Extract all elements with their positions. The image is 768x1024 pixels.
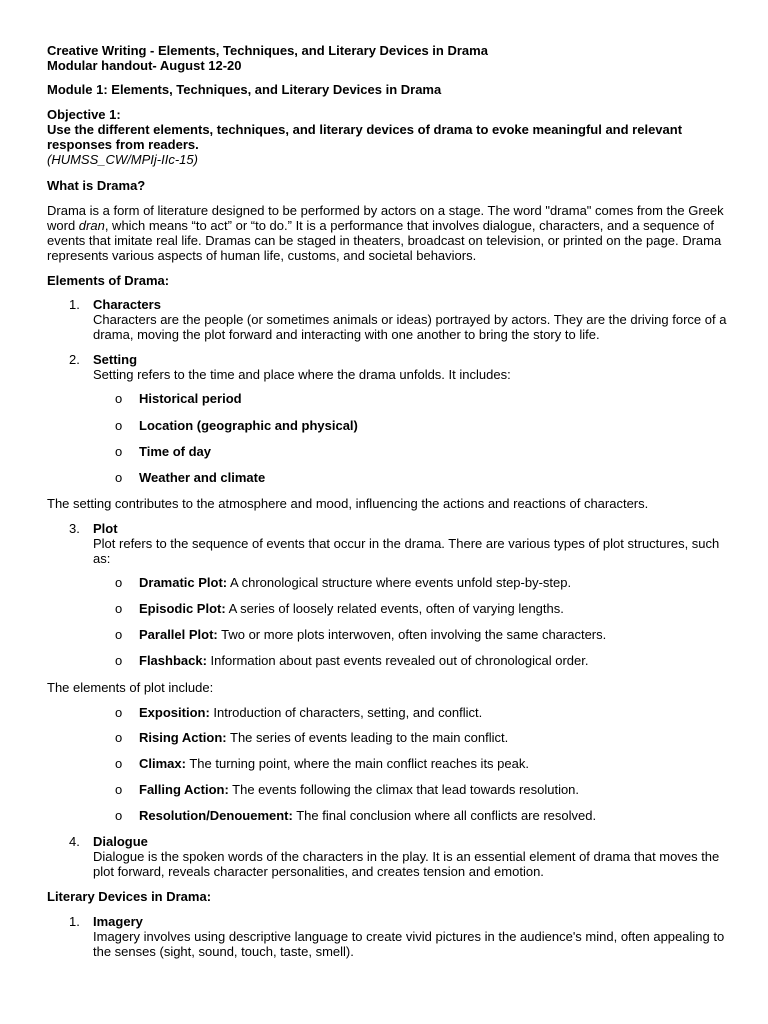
term: Rising Action:	[139, 730, 227, 745]
element-description: Setting refers to the time and place where the drama unfolds. It includes:	[93, 367, 511, 382]
title-line-2: Modular handout- August 12-20	[47, 58, 242, 73]
bullet-icon: o	[115, 418, 123, 433]
list-number: 3.	[69, 521, 80, 536]
heading-what-is-drama: What is Drama?	[47, 178, 146, 193]
setting-item: Weather and climate	[139, 470, 266, 485]
term: Climax:	[139, 756, 186, 771]
document-title	[47, 43, 727, 73]
drama-def-part-2: , which means “to act” or “to do.” It is a performance that involves dialogue, characters, and a sequence of events that imitate real life. Dramas can be staged in theaters, broadcast on television, or printed on the page. Drama represents various aspects of human life, customs, and societal behaviors.	[47, 218, 722, 263]
objective-block	[47, 107, 727, 167]
term: Dramatic Plot:	[139, 575, 228, 590]
objective-label: Objective 1:	[47, 107, 121, 122]
list-number: 4.	[69, 834, 80, 849]
drama-definition-paragraph	[47, 203, 727, 263]
device-imagery	[93, 914, 728, 959]
objective-code: (HUMSS_CW/MPIj-IIc-15)	[47, 152, 198, 167]
bullet-icon: o	[115, 730, 123, 745]
element-title: Dialogue	[93, 834, 148, 849]
plot-type-item	[139, 627, 729, 642]
bullet-icon: o	[115, 808, 123, 823]
title-line-1: Creative Writing - Elements, Techniques, and Literary Devices in Drama	[47, 43, 488, 58]
bullet-icon: o	[115, 756, 123, 771]
bullet-icon: o	[115, 575, 123, 590]
setting-item: Location (geographic and physical)	[139, 418, 358, 433]
term: Resolution/Denouement:	[139, 808, 293, 823]
plot-elements-intro: The elements of plot include:	[47, 680, 214, 695]
definition: Introduction of characters, setting, and conflict.	[209, 705, 483, 720]
bullet-icon: o	[115, 391, 123, 406]
setting-summary: The setting contributes to the atmosphere and mood, influencing the actions and reactions of characters.	[47, 496, 649, 511]
plot-element-item	[139, 756, 729, 771]
element-description: Dialogue is the spoken words of the characters in the play. It is an essential element of drama that moves the plot forward, reveals character personalities, and creates tension and emotion.	[93, 849, 720, 879]
element-setting	[93, 352, 728, 382]
objective-text: Use the different elements, techniques, and literary devices of drama to evoke meaningful and relevant responses from readers.	[47, 122, 683, 152]
drama-def-part-1: Drama is a form of literature designed to be performed by actors on a stage. The word "drama" comes from the Greek word	[47, 203, 724, 233]
element-title: Plot	[93, 521, 118, 536]
drama-def-emphasis: dran	[78, 218, 105, 233]
definition: The turning point, where the main conflict reaches its peak.	[185, 756, 529, 771]
term: Episodic Plot:	[139, 601, 226, 616]
term: Exposition:	[139, 705, 210, 720]
element-dialogue	[93, 834, 728, 879]
term: Parallel Plot:	[139, 627, 218, 642]
module-title: Module 1: Elements, Techniques, and Literary Devices in Drama	[47, 82, 442, 97]
device-title: Imagery	[93, 914, 143, 929]
list-number: 1.	[69, 914, 80, 929]
term: Falling Action:	[139, 782, 229, 797]
bullet-icon: o	[115, 444, 123, 459]
bullet-icon: o	[115, 470, 123, 485]
definition: A chronological structure where events unfold step-by-step.	[227, 575, 572, 590]
plot-element-item	[139, 705, 729, 720]
definition: The series of events leading to the main conflict.	[226, 730, 509, 745]
setting-item: Historical period	[139, 391, 242, 406]
device-description: Imagery involves using descriptive language to create vivid pictures in the audience's mind, often appealing to the senses (sight, sound, touch, taste, smell).	[93, 929, 725, 959]
element-description: Plot refers to the sequence of events that occur in the drama. There are various types of plot structures, such as:	[93, 536, 720, 566]
plot-type-item	[139, 575, 729, 590]
list-number: 2.	[69, 352, 80, 367]
bullet-icon: o	[115, 782, 123, 797]
heading-literary-devices: Literary Devices in Drama:	[47, 889, 212, 904]
definition: The final conclusion where all conflicts are resolved.	[292, 808, 597, 823]
plot-element-item	[139, 782, 729, 797]
element-title: Setting	[93, 352, 138, 367]
plot-type-item	[139, 653, 729, 668]
term: Flashback:	[139, 653, 207, 668]
bullet-icon: o	[115, 601, 123, 616]
definition: Information about past events revealed out of chronological order.	[206, 653, 589, 668]
list-number: 1.	[69, 297, 80, 312]
definition: The events following the climax that lead towards resolution.	[228, 782, 580, 797]
plot-type-item	[139, 601, 729, 616]
bullet-icon: o	[115, 653, 123, 668]
setting-item: Time of day	[139, 444, 212, 459]
element-description: Characters are the people (or sometimes animals or ideas) portrayed by actors. They are the driving force of a drama, moving the plot forward and interacting with one another to bring the story to life.	[93, 312, 727, 342]
bullet-icon: o	[115, 627, 123, 642]
element-plot	[93, 521, 728, 566]
definition: A series of loosely related events, often of varying lengths.	[225, 601, 564, 616]
plot-element-item	[139, 730, 729, 745]
definition: Two or more plots interwoven, often involving the same characters.	[217, 627, 607, 642]
plot-element-item	[139, 808, 729, 823]
heading-elements-of-drama: Elements of Drama:	[47, 273, 170, 288]
element-title: Characters	[93, 297, 161, 312]
bullet-icon: o	[115, 705, 123, 720]
element-characters	[93, 297, 728, 342]
